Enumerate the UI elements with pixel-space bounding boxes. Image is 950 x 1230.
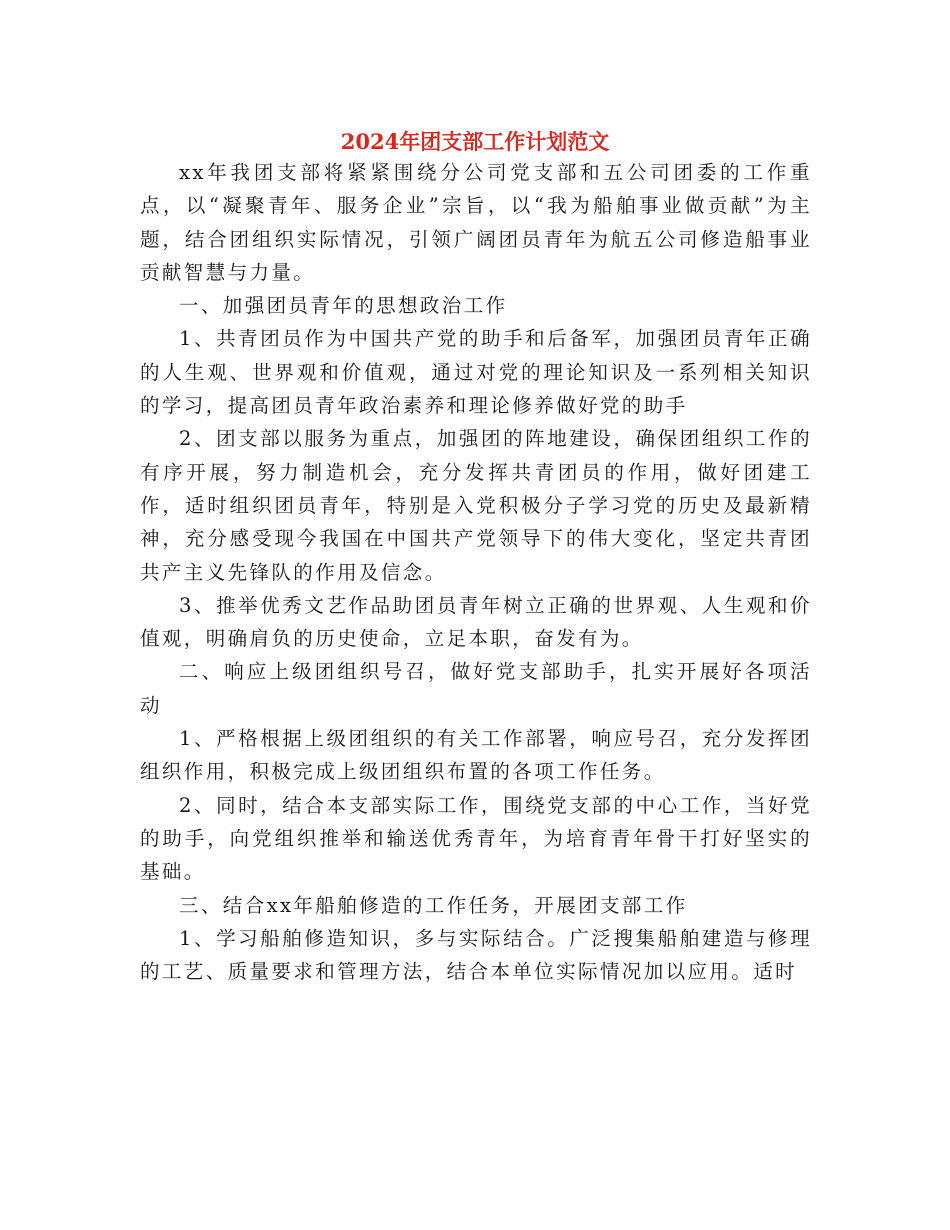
document-title: 2024年团支部工作计划范文 <box>340 129 610 155</box>
paragraph-1-1: 1、共青团员作为中国共产党的助手和后备军，加强团员青年正确的人生观、世界观和价值观，通过对党的理论知识及一系列相关知识的学习，提高团员青年政治素养和理论修养做好党的助手 <box>140 327 812 418</box>
paragraph-1-3: 3、推举优秀文艺作品助团员青年树立正确的世界观、人生观和价值观，明确肩负的历史使命，立足本职，奋发有为。 <box>140 593 812 651</box>
paragraph-2-1: 1、严格根据上级团组织的有关工作部署，响应号召，充分发挥团组织作用，积极完成上级团组织布置的各项工作任务。 <box>140 727 812 784</box>
document-body <box>140 156 812 988</box>
paragraph-3-1: 1、学习船舶修造知识，多与实际结合。广泛搜集船舶建造与修理的工艺、质量要求和管理方法，结合本单位实际情况加以应用。适时 <box>140 926 812 984</box>
section-heading-2: 二、响应上级团组织号召，做好党支部助手，扎实开展好各项活动 <box>140 660 812 717</box>
section-heading-3: 三、结合xx年船舶修造的工作任务，开展团支部工作 <box>179 893 688 917</box>
paragraph-1-2: 2、团支部以服务为重点，加强团的阵地建设，确保团组织工作的有序开展，努力制造机会，充分发挥共青团员的作用，做好团建工作，适时组织团员青年，特别是入党积极分子学习党的历史及最新精神，充分感受现今我国在中国共产党领导下的伟大变化，坚定共青团共产主义先锋队的作用及信念。 <box>140 427 812 584</box>
section-heading-1: 一、加强团员青年的思想政治工作 <box>179 294 508 318</box>
paragraph-2-2: 2、同时，结合本支部实际工作，围绕党支部的中心工作，当好党的助手，向党组织推举和输送优秀青年，为培育青年骨干打好坚实的基础。 <box>140 793 812 884</box>
paragraph-intro: xx年我团支部将紧紧围绕分公司党支部和五公司团委的工作重点，以“凝聚青年、服务企业”宗旨，以“我为船舶事业做贡献”为主题，结合团组织实际情况，引领广阔团员青年为航五公司修造船事业贡献智慧与力量。 <box>140 161 812 284</box>
